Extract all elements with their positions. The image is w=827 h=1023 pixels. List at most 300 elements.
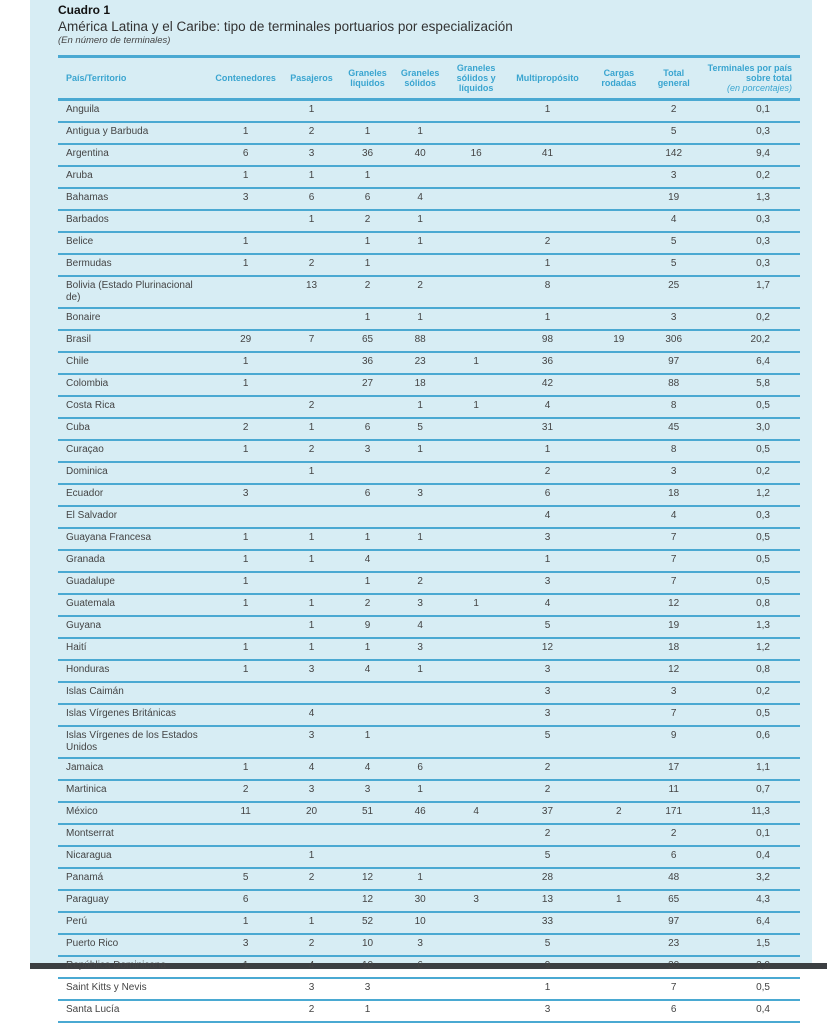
- cell-country: República Dominicana: [66, 960, 167, 971]
- cell-containers: 1: [242, 554, 249, 565]
- cell-solid-bulk: 5: [417, 422, 423, 433]
- cell-multipurpose: 4: [544, 400, 551, 411]
- cell-solid-bulk: [394, 462, 447, 484]
- cell-roro: [589, 440, 648, 462]
- cell-containers: [209, 210, 281, 232]
- cell-liquid-bulk: 36: [361, 148, 374, 159]
- cell-passengers: 1: [308, 598, 315, 609]
- cell-roro: [589, 352, 648, 374]
- cell-multipurpose: 5: [544, 938, 551, 949]
- cell-passengers: [282, 308, 341, 330]
- cell-multipurpose: [506, 122, 589, 144]
- cell-total: 97: [668, 356, 680, 367]
- cell-roro: [589, 396, 648, 418]
- cell-mixed-bulk: 4: [473, 806, 479, 817]
- cell-multipurpose: 2: [544, 762, 551, 773]
- cell-solid-bulk: [394, 704, 447, 726]
- cell-liquid-bulk: 1: [364, 258, 371, 269]
- cell-mixed-bulk: [447, 978, 506, 1000]
- cell-passengers: 1: [308, 642, 315, 653]
- cell-country: Guadalupe: [66, 576, 115, 587]
- cell-solid-bulk: 1: [417, 400, 423, 411]
- table-row: [58, 824, 800, 846]
- cell-multipurpose: 2: [544, 784, 551, 795]
- cell-total: 8: [670, 444, 677, 455]
- cell-multipurpose: 4: [544, 598, 551, 609]
- cell-share: 9,4: [756, 148, 770, 159]
- cell-total: 3: [670, 686, 677, 697]
- header-containers: Contenedores: [215, 73, 276, 83]
- cell-solid-bulk: [394, 100, 447, 123]
- cell-passengers: 2: [308, 126, 315, 137]
- cell-country: Barbados: [66, 214, 109, 225]
- cell-liquid-bulk: 1: [364, 170, 371, 181]
- cell-liquid-bulk: [341, 462, 394, 484]
- cell-share: 3,0: [756, 422, 770, 433]
- cell-liquid-bulk: 1: [364, 642, 371, 653]
- cell-containers: [209, 704, 281, 726]
- cell-share: 1,7: [756, 280, 770, 291]
- cell-solid-bulk: [394, 824, 447, 846]
- cell-roro: [589, 594, 648, 616]
- cell-liquid-bulk: [341, 396, 394, 418]
- cell-containers: 6: [242, 148, 249, 159]
- table-header-row: [58, 57, 800, 100]
- cell-country: Santa Lucía: [66, 1004, 120, 1015]
- cell-total: 9: [670, 730, 677, 741]
- cell-country: Argentina: [66, 148, 109, 159]
- cell-multipurpose: 5: [544, 850, 551, 861]
- cell-total: 171: [665, 806, 683, 817]
- cell-share: 0,4: [756, 1004, 770, 1015]
- cell-country: Dominica: [66, 466, 108, 477]
- table-row: [58, 956, 800, 978]
- table-row: [58, 144, 800, 166]
- cell-share: 20,2: [750, 334, 770, 345]
- cell-country: Montserrat: [66, 828, 114, 839]
- cell-solid-bulk: 1: [417, 126, 423, 137]
- cell-passengers: 2: [308, 400, 315, 411]
- cell-total: 88: [668, 378, 680, 389]
- cell-liquid-bulk: 10: [361, 960, 374, 971]
- cell-mixed-bulk: [447, 100, 506, 123]
- cell-multipurpose: 8: [544, 280, 551, 291]
- cell-passengers: 13: [305, 280, 318, 291]
- cell-total: 17: [668, 762, 680, 773]
- cell-liquid-bulk: 4: [364, 554, 371, 565]
- cell-passengers: 3: [308, 730, 315, 741]
- table-row: [58, 550, 800, 572]
- cell-share: 0,5: [756, 532, 770, 543]
- cell-mixed-bulk: [447, 824, 506, 846]
- cell-roro: [589, 638, 648, 660]
- cell-passengers: 3: [308, 664, 315, 675]
- cell-solid-bulk: 1: [417, 236, 423, 247]
- cell-solid-bulk: 6: [417, 960, 423, 971]
- cell-solid-bulk: 6: [417, 762, 423, 773]
- cell-mixed-bulk: 16: [470, 148, 482, 159]
- cell-containers: 3: [242, 938, 249, 949]
- cell-passengers: [282, 484, 341, 506]
- cell-total: 18: [668, 642, 680, 653]
- header-roro: Cargas rodadas: [601, 68, 637, 88]
- cell-containers: [209, 846, 281, 868]
- cell-multipurpose: 1: [544, 258, 551, 269]
- cell-solid-bulk: 4: [417, 192, 423, 203]
- cell-roro: [589, 144, 648, 166]
- cell-mixed-bulk: [447, 1000, 506, 1022]
- cell-containers: 1: [242, 960, 249, 971]
- cell-share: 11,3: [751, 806, 770, 817]
- cell-total: 23: [668, 938, 680, 949]
- cell-containers: [209, 396, 281, 418]
- table-row: [58, 572, 800, 594]
- cell-mixed-bulk: [447, 210, 506, 232]
- cell-country: El Salvador: [66, 510, 118, 521]
- table-row: [58, 166, 800, 188]
- cell-liquid-bulk: 65: [361, 334, 374, 345]
- cell-containers: 3: [242, 488, 249, 499]
- cell-solid-bulk: [394, 846, 447, 868]
- cell-containers: 1: [242, 532, 249, 543]
- cell-liquid-bulk: 4: [364, 664, 371, 675]
- cell-mixed-bulk: [447, 550, 506, 572]
- cell-share: 0,4: [756, 850, 770, 861]
- cell-liquid-bulk: 12: [361, 872, 374, 883]
- cell-passengers: 4: [308, 960, 315, 971]
- cell-liquid-bulk: 3: [364, 784, 371, 795]
- table-row: [58, 308, 800, 330]
- cell-roro: [589, 308, 648, 330]
- cell-multipurpose: [506, 188, 589, 210]
- cell-multipurpose: 13: [541, 894, 554, 905]
- cell-liquid-bulk: [341, 704, 394, 726]
- cell-total: 306: [665, 334, 683, 345]
- cell-roro: [589, 956, 648, 978]
- table-row: [58, 780, 800, 802]
- cell-containers: 11: [240, 806, 251, 817]
- cell-passengers: 20: [305, 806, 318, 817]
- cell-containers: 2: [242, 784, 249, 795]
- cell-liquid-bulk: 6: [364, 422, 371, 433]
- cell-liquid-bulk: 3: [364, 444, 371, 455]
- cell-multipurpose: 5: [544, 730, 551, 741]
- cell-share: 0,3: [756, 258, 770, 269]
- cell-roro: [589, 210, 648, 232]
- cell-share: 2,0: [756, 960, 770, 971]
- cell-solid-bulk: 1: [417, 444, 423, 455]
- cell-roro: [589, 934, 648, 956]
- cell-country: Paraguay: [66, 894, 109, 905]
- cell-country: Bonaire: [66, 312, 101, 323]
- cell-containers: [209, 616, 281, 638]
- cell-multipurpose: 37: [541, 806, 554, 817]
- cell-passengers: 2: [308, 938, 315, 949]
- cell-roro: [589, 232, 648, 254]
- cell-mixed-bulk: [447, 188, 506, 210]
- cell-roro: [589, 616, 648, 638]
- cell-liquid-bulk: 52: [361, 916, 374, 927]
- cell-containers: 1: [242, 236, 249, 247]
- cell-roro: [589, 528, 648, 550]
- table-row: [58, 188, 800, 210]
- cell-containers: 1: [242, 598, 249, 609]
- cell-mixed-bulk: [447, 572, 506, 594]
- terminals-table: [58, 55, 800, 1023]
- cell-liquid-bulk: 2: [364, 280, 371, 291]
- cell-passengers: 3: [308, 982, 315, 993]
- table-row: [58, 758, 800, 780]
- cell-containers: [209, 100, 281, 123]
- cell-liquid-bulk: 1: [364, 126, 371, 137]
- cell-solid-bulk: 1: [417, 784, 423, 795]
- cell-passengers: 1: [308, 532, 315, 543]
- cell-total: 3: [670, 312, 677, 323]
- cell-roro: [589, 978, 648, 1000]
- cell-country: Nicaragua: [66, 850, 112, 861]
- cell-total: 4: [670, 214, 677, 225]
- cell-mixed-bulk: [447, 956, 506, 978]
- cell-mixed-bulk: 1: [473, 356, 479, 367]
- cell-multipurpose: 1: [544, 104, 551, 115]
- cell-country: Guatemala: [66, 598, 115, 609]
- cell-mixed-bulk: [447, 374, 506, 396]
- cell-multipurpose: 3: [544, 708, 551, 719]
- cell-roro: [589, 868, 648, 890]
- cell-solid-bulk: 3: [417, 598, 423, 609]
- cell-roro: [589, 276, 648, 308]
- cell-containers: 6: [242, 894, 249, 905]
- cell-multipurpose: 1: [544, 444, 551, 455]
- cell-roro: [589, 726, 648, 758]
- cell-country: México: [66, 806, 98, 817]
- cell-mixed-bulk: [447, 308, 506, 330]
- cell-passengers: [282, 232, 341, 254]
- cell-roro: [589, 484, 648, 506]
- cell-total: 48: [668, 872, 680, 883]
- cell-roro: [589, 254, 648, 276]
- cell-roro: [589, 462, 648, 484]
- header-passengers: Pasajeros: [290, 73, 333, 83]
- cell-multipurpose: 1: [544, 554, 551, 565]
- cell-containers: 1: [242, 664, 249, 675]
- cell-containers: [209, 978, 281, 1000]
- cell-solid-bulk: [394, 978, 447, 1000]
- header-share-unit: (en porcentajes): [726, 83, 792, 93]
- cell-share: 3,2: [756, 872, 770, 883]
- cell-share: 0,3: [756, 236, 770, 247]
- table-row: [58, 704, 800, 726]
- cell-share: 0,5: [756, 576, 770, 587]
- cell-share: 0,1: [756, 828, 770, 839]
- cell-multipurpose: 3: [544, 686, 551, 697]
- cell-multipurpose: 12: [541, 642, 554, 653]
- table-row: [58, 418, 800, 440]
- cell-passengers: [282, 374, 341, 396]
- table-row: [58, 506, 800, 528]
- cell-total: 12: [668, 598, 680, 609]
- cell-containers: 1: [242, 378, 249, 389]
- cell-country: Puerto Rico: [66, 938, 119, 949]
- cell-solid-bulk: 10: [414, 916, 426, 927]
- cell-country: Haití: [66, 642, 87, 653]
- table-row: [58, 396, 800, 418]
- cell-passengers: 1: [308, 422, 315, 433]
- cell-share: 6,4: [756, 916, 770, 927]
- cell-share: 0,5: [756, 982, 770, 993]
- cell-multipurpose: 41: [541, 148, 554, 159]
- cell-solid-bulk: 3: [417, 642, 423, 653]
- cell-mixed-bulk: [447, 704, 506, 726]
- table-row: [58, 638, 800, 660]
- cell-containers: 3: [242, 192, 249, 203]
- cell-multipurpose: 3: [544, 664, 551, 675]
- table-row: [58, 934, 800, 956]
- cell-liquid-bulk: [341, 824, 394, 846]
- cell-passengers: 3: [308, 148, 315, 159]
- cell-total: 142: [665, 148, 683, 159]
- cell-passengers: [282, 824, 341, 846]
- cell-liquid-bulk: [341, 846, 394, 868]
- cell-share: 0,5: [756, 444, 770, 455]
- cell-multipurpose: 3: [544, 532, 551, 543]
- table-row: [58, 616, 800, 638]
- cell-solid-bulk: [394, 682, 447, 704]
- cell-solid-bulk: 2: [417, 280, 423, 291]
- cell-multipurpose: 31: [541, 422, 554, 433]
- table-row: [58, 254, 800, 276]
- cell-total: 2: [670, 828, 677, 839]
- cell-total: 12: [668, 664, 680, 675]
- cell-country: Aruba: [66, 170, 93, 181]
- cell-liquid-bulk: [341, 682, 394, 704]
- cell-containers: [209, 308, 281, 330]
- cell-multipurpose: 1: [544, 312, 551, 323]
- cell-solid-bulk: 1: [417, 214, 423, 225]
- cell-containers: 1: [242, 444, 249, 455]
- cell-mixed-bulk: [447, 506, 506, 528]
- cell-country: Islas Caimán: [66, 686, 124, 697]
- table-row: [58, 484, 800, 506]
- cell-total: 6: [670, 1004, 677, 1015]
- cell-liquid-bulk: [341, 100, 394, 123]
- cell-multipurpose: 28: [541, 872, 554, 883]
- table-row: [58, 210, 800, 232]
- cell-passengers: 3: [308, 784, 315, 795]
- cell-passengers: 1: [308, 916, 315, 927]
- cell-total: 7: [670, 554, 677, 565]
- header-mixed-bulk: Graneles sólidos y líquidos: [456, 63, 496, 93]
- cell-solid-bulk: [394, 550, 447, 572]
- cell-liquid-bulk: 6: [364, 192, 371, 203]
- cell-share: 0,5: [756, 400, 770, 411]
- cell-roro: [589, 166, 648, 188]
- cell-liquid-bulk: 36: [361, 356, 374, 367]
- cell-passengers: 1: [308, 554, 315, 565]
- header-solid-bulk: Graneles sólidos: [400, 68, 440, 88]
- cell-roro: [589, 188, 648, 210]
- table-row: [58, 868, 800, 890]
- cell-total: 11: [668, 784, 679, 795]
- cell-multipurpose: 2: [544, 466, 551, 477]
- cell-containers: [209, 1000, 281, 1022]
- cell-total: 65: [668, 894, 680, 905]
- cell-share: 0,5: [756, 708, 770, 719]
- cell-roro: [589, 780, 648, 802]
- cell-share: 0,7: [756, 784, 770, 795]
- table-row: [58, 682, 800, 704]
- cell-country: Costa Rica: [66, 400, 115, 411]
- cell-containers: 1: [242, 916, 249, 927]
- cell-solid-bulk: 2: [417, 576, 423, 587]
- cell-roro: [589, 1000, 648, 1022]
- cell-share: 1,5: [756, 938, 770, 949]
- cell-total: 30: [668, 960, 680, 971]
- cell-liquid-bulk: [341, 506, 394, 528]
- cell-mixed-bulk: [447, 780, 506, 802]
- cell-mixed-bulk: [447, 912, 506, 934]
- cell-country: Cuba: [66, 422, 90, 433]
- cell-mixed-bulk: [447, 232, 506, 254]
- cell-roro: [589, 824, 648, 846]
- cell-mixed-bulk: [447, 934, 506, 956]
- cell-share: 4,3: [756, 894, 770, 905]
- cell-passengers: [282, 506, 341, 528]
- cell-containers: 1: [242, 762, 249, 773]
- cell-containers: [209, 682, 281, 704]
- table-row: [58, 232, 800, 254]
- cell-mixed-bulk: [447, 254, 506, 276]
- table-row: [58, 726, 800, 758]
- cell-country: Bermudas: [66, 258, 112, 269]
- cell-share: 1,1: [756, 762, 770, 773]
- cell-passengers: 4: [308, 708, 315, 719]
- cell-containers: 1: [242, 170, 249, 181]
- cell-solid-bulk: 3: [417, 938, 423, 949]
- cell-total: 18: [668, 488, 680, 499]
- cell-liquid-bulk: 2: [364, 598, 371, 609]
- cell-mixed-bulk: [447, 484, 506, 506]
- cell-liquid-bulk: 3: [364, 982, 371, 993]
- cell-country: Panamá: [66, 872, 104, 883]
- cell-total: 7: [670, 532, 677, 543]
- cell-liquid-bulk: 1: [364, 532, 371, 543]
- cell-passengers: [282, 890, 341, 912]
- cell-total: 3: [670, 170, 677, 181]
- cell-solid-bulk: 18: [414, 378, 426, 389]
- cell-share: 0,6: [756, 730, 770, 741]
- cell-roro: [589, 550, 648, 572]
- cell-liquid-bulk: 1: [364, 576, 371, 587]
- cell-multipurpose: 6: [544, 488, 551, 499]
- cell-share: 0,5: [756, 554, 770, 565]
- cell-country: Granada: [66, 554, 105, 565]
- cell-passengers: 1: [308, 850, 315, 861]
- table-row: [58, 912, 800, 934]
- cell-roro: 2: [616, 806, 622, 817]
- cell-mixed-bulk: [447, 758, 506, 780]
- cell-total: 5: [670, 258, 677, 269]
- table-subtitle: (En número de terminales): [58, 35, 171, 46]
- cell-total: 2: [670, 104, 677, 115]
- cell-roro: [589, 122, 648, 144]
- cell-solid-bulk: 1: [417, 664, 423, 675]
- cell-passengers: [282, 352, 341, 374]
- cell-passengers: 2: [308, 444, 315, 455]
- table-row: [58, 660, 800, 682]
- cell-country: Jamaica: [66, 762, 104, 773]
- cell-solid-bulk: [394, 166, 447, 188]
